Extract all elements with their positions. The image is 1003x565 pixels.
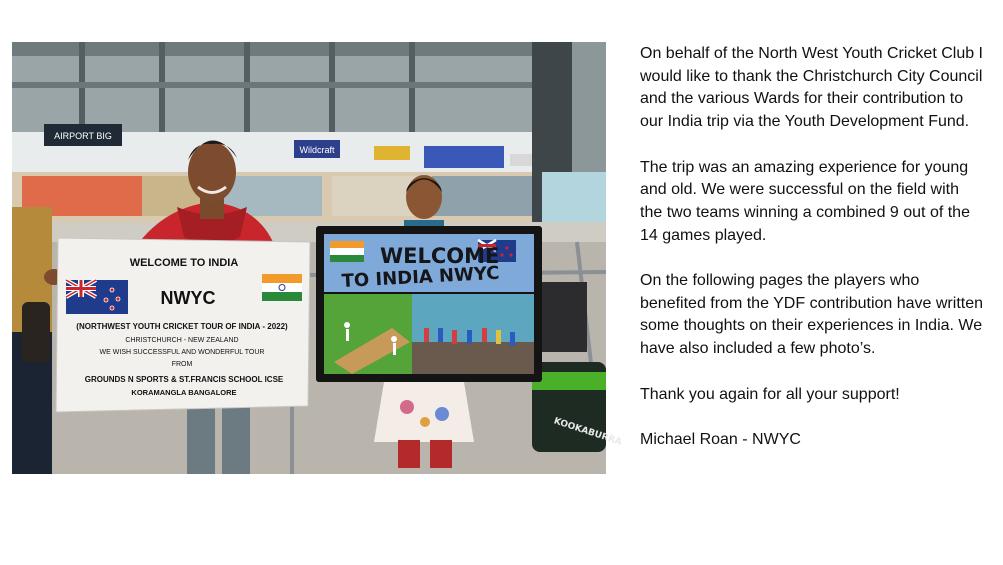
left-sign-origin: CHRISTCHURCH - NEW ZEALAND bbox=[125, 337, 239, 344]
left-sign-from: FROM bbox=[171, 361, 193, 368]
left-welcome-sign bbox=[56, 238, 310, 412]
bag-brand-text: KOOKABURRA bbox=[552, 416, 623, 448]
signature: Michael Roan - NWYC bbox=[640, 430, 801, 448]
left-sign-club: NWYC bbox=[160, 288, 216, 308]
airport-welcome-photo bbox=[12, 42, 623, 474]
paragraph-following-pages: On the following pages the players who benefited from the YDF contribution have written some thoughts on their experiences in India. We have also included a few photo’s. bbox=[640, 272, 983, 358]
paragraph-thanks: On behalf of the North West Youth Cricket Club I would like to thank the Christchurch City Council and the various Wards for their contribution to our India trip via the Youth Development Fund. bbox=[640, 45, 983, 131]
right-painted-sign bbox=[316, 226, 542, 382]
luggage-trolley bbox=[532, 282, 623, 452]
paragraph-support: Thank you again for all your support! bbox=[640, 385, 900, 403]
paragraph-trip-results: The trip was an amazing experience for young and old. We were successful on the field with the two teams winning a combined 9 out of the 14 games played. bbox=[640, 158, 970, 244]
shop-sign-text: Wildcraft bbox=[299, 145, 335, 155]
left-sign-sponsor: GROUNDS N SPORTS & ST.FRANCIS SCHOOL ICSE bbox=[84, 375, 284, 384]
thank-you-letter bbox=[640, 43, 985, 452]
india-flag-left-sign bbox=[262, 274, 302, 301]
painted-sign-line1: WELCOME bbox=[380, 244, 500, 268]
left-sign-heading: WELCOME TO INDIA bbox=[129, 257, 239, 269]
left-sign-tour: (NORTHWEST YOUTH CRICKET TOUR OF INDIA - 2022) bbox=[76, 322, 288, 331]
left-sign-wish: WE WISH SUCCESSFUL AND WONDERFUL TOUR bbox=[99, 349, 265, 356]
painted-sign-line2: TO INDIA NWYC bbox=[341, 262, 501, 292]
person-left-edge bbox=[12, 207, 52, 474]
left-sign-place: KORAMANGLA BANGALORE bbox=[131, 388, 237, 397]
new-zealand-flag-left bbox=[66, 280, 128, 314]
airport-sign-text: AIRPORT BIG bbox=[54, 131, 112, 141]
